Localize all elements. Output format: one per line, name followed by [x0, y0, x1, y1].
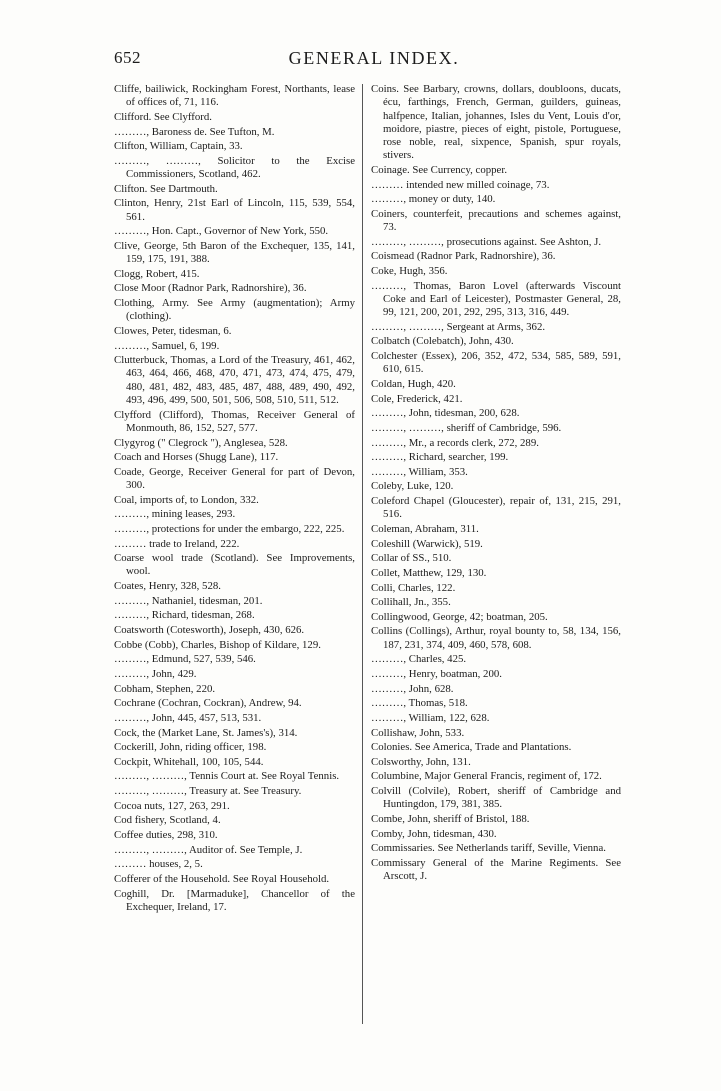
index-entry: Coleford Chapel (Gloucester), repair of, 131, 215, 291, 516. [371, 495, 621, 521]
index-entry: Coatsworth (Cotesworth), Joseph, 430, 626. [114, 624, 305, 637]
index-entry: ………, William, 353. [371, 465, 468, 478]
page-header [114, 48, 634, 70]
index-entry: Cock, the (Market Lane, St. James's), 314. [114, 726, 298, 739]
index-entry: Clinton, Henry, 21st Earl of Lincoln, 115, 539, 554, 561. [114, 197, 355, 223]
index-entry: Coffee duties, 298, 310. [114, 829, 218, 842]
index-entry: Coal, imports of, to London, 332. [114, 493, 259, 506]
page-number: 652 [114, 48, 141, 67]
index-entry: Coleshill (Warwick), 519. [371, 537, 483, 550]
index-entry: Columbine, Major General Francis, regiment of, 172. [371, 770, 602, 783]
index-entry: ………, ………, sheriff of Cambridge, 596. [371, 421, 562, 434]
index-entry: ………, John, tidesman, 200, 628. [371, 407, 520, 420]
index-entry: ………, Hon. Capt., Governor of New York, 550. [114, 225, 329, 238]
index-entry: Commissary General of the Marine Regiments. See Arscott, J. [371, 856, 621, 883]
index-entry: Cobham, Stephen, 220. [114, 682, 216, 695]
index-entry: ………, ………, Sergeant at Arms, 362. [371, 320, 546, 333]
index-entry: Colli, Charles, 122. [371, 581, 456, 594]
index-entry: Comby, John, tidesman, 430. [371, 827, 497, 840]
index-entry: Colbatch (Colebatch), John, 430. [371, 335, 514, 348]
index-entry: Colvill (Colvile), Robert, sheriff of Cambridge and Huntingdon, 179, 381, 385. [371, 785, 621, 811]
index-entry: ………, Richard, tidesman, 268. [114, 609, 255, 622]
index-entry: ………, mining leases, 293. [114, 508, 236, 521]
index-entry: ………, ………, Auditor of. See Temple, J. [114, 843, 303, 856]
index-entry: ………, Thomas, Baron Lovel (afterwards Viscount Coke and Earl of Leicester), Postmaster General, 28, 99, 121, 200, 201, 292, 295, 313, 316, 449. [371, 279, 621, 319]
index-entry: ………, money or duty, 140. [371, 193, 496, 206]
index-entry: Cochrane (Cochran, Cockran), Andrew, 94. [114, 697, 302, 710]
index-entry: Commissaries. See Netherlands tariff, Seville, Vienna. [371, 842, 606, 855]
right-column [371, 83, 621, 1077]
index-entry: Coarse wool trade (Scotland). See Improvements, wool. [114, 552, 355, 578]
index-entry: Coldan, Hugh, 420. [371, 377, 456, 390]
index-entry: Close Moor (Radnor Park, Radnorshire), 36. [114, 282, 307, 295]
index-entry: Clifton, William, Captain, 33. [114, 140, 243, 153]
index-entry: Clothing, Army. See Army (augmentation); Army (clothing). [114, 297, 355, 323]
index-entry: ………, Mr., a records clerk, 272, 289. [371, 436, 539, 449]
index-entry: Colonies. See America, Trade and Plantations. [371, 741, 572, 754]
index-entry: Collar of SS., 510. [371, 552, 452, 565]
index-entry: ……… trade to Ireland, 222. [114, 537, 240, 550]
index-entry: ………, Richard, searcher, 199. [371, 451, 509, 464]
index-entry: Coinage. See Currency, copper. [371, 163, 508, 176]
index-entry: Cocoa nuts, 127, 263, 291. [114, 799, 230, 812]
index-entry: Coach and Horses (Shugg Lane), 117. [114, 451, 279, 464]
index-entry: Cockpit, Whitehall, 100, 105, 544. [114, 755, 264, 768]
running-title: GENERAL INDEX. [288, 48, 460, 68]
left-column [114, 83, 355, 1077]
index-entry: Clyfford (Clifford), Thomas, Receiver General of Monmouth, 86, 152, 527, 577. [114, 408, 355, 434]
index-entry: Coghill, Dr. [Marmaduke], Chancellor of the Exchequer, Ireland, 17. [114, 887, 355, 913]
index-entry: Coke, Hugh, 356. [371, 264, 448, 277]
index-entry: ………, John, 628. [371, 682, 454, 695]
index-entry: ………, Nathaniel, tidesman, 201. [114, 594, 263, 607]
index-entry: Collins (Collings), Arthur, royal bounty to, 58, 134, 156, 187, 231, 374, 409, 460, 578, 608. [371, 625, 621, 651]
index-entry: Combe, John, sheriff of Bristol, 188. [371, 812, 530, 825]
index-entry: ………, ………, prosecutions against. See Ashton, J. [371, 235, 602, 248]
index-entry: Clifton. See Dartmouth. [114, 182, 218, 195]
index-entry: Cofferer of the Household. See Royal Household. [114, 872, 330, 885]
index-entry: ……… houses, 2, 5. [114, 858, 203, 871]
index-entry: ………, John, 445, 457, 513, 531. [114, 711, 262, 724]
index-entry: ……… intended new milled coinage, 73. [371, 178, 550, 191]
index-entry: Collishaw, John, 533. [371, 726, 465, 739]
index-entry: Cole, Frederick, 421. [371, 392, 463, 405]
index-entry: ………, Henry, boatman, 200. [371, 667, 502, 680]
index-entry: Collet, Matthew, 129, 130. [371, 566, 487, 579]
index-entry: Coismead (Radnor Park, Radnorshire), 36. [371, 250, 556, 263]
index-entry: ………, Charles, 425. [371, 653, 467, 666]
index-entry: Clowes, Peter, tidesman, 6. [114, 324, 232, 337]
index-entry: Coins. See Barbary, crowns, dollars, doubloons, ducats, écu, farthings, French, German, guilders, guineas, halfpence, Italian, johannes, Isles du Vent, Louis d'or, moidore, piastre, pieces of eight, pistole, Portuguese, rose noble, real, sixpence, Spanish, spur royals, stivers. [371, 83, 621, 162]
index-entry: ………, Thomas, 518. [371, 697, 468, 710]
column-divider [362, 84, 363, 1024]
index-entry: Clive, George, 5th Baron of the Exchequer, 135, 141, 159, 175, 191, 388. [114, 239, 355, 266]
index-entry: Colchester (Essex), 206, 352, 472, 534, 585, 589, 591, 610, 615. [371, 350, 621, 376]
index-entry: ………, ………, Solicitor to the Excise Commissioners, Scotland, 462. [114, 154, 355, 181]
index-entry: Collihall, Jn., 355. [371, 596, 451, 609]
index-entry: ………, ………, Treasury at. See Treasury. [114, 785, 302, 798]
index-entry: Clifford. See Clyfford. [114, 110, 212, 123]
index-entry: Coade, George, Receiver General for part of Devon, 300. [114, 465, 355, 492]
index-entry: Coiners, counterfeit, precautions and schemes against, 73. [371, 207, 621, 234]
index-entry: Cliffe, bailiwick, Rockingham Forest, Northants, lease of offices of, 71, 116. [114, 83, 355, 109]
index-entry: Collingwood, George, 42; boatman, 205. [371, 610, 548, 623]
index-entry: Coates, Henry, 328, 528. [114, 580, 221, 593]
index-entry: Cockerill, John, riding officer, 198. [114, 741, 267, 754]
index-entry: ………, Samuel, 6, 199. [114, 339, 220, 352]
index-entry: ………, John, 429. [114, 667, 197, 680]
index-entry: ………, William, 122, 628. [371, 711, 490, 724]
index-entry: ………, ………, Tennis Court at. See Royal Tennis. [114, 770, 340, 783]
index-entry: Coleman, Abraham, 311. [371, 522, 479, 535]
index-entry: Clutterbuck, Thomas, a Lord of the Treasury, 461, 462, 463, 464, 466, 468, 470, 471, 473, 474, 475, 479, 480, 481, 482, 483, 485, 487, 488, 489, 490, 492, 493, 496, 499, 500, 501, 506, 508, 510, 511, 512. [114, 354, 355, 406]
index-entry: Clygyrog (" Clegrock "), Anglesea, 528. [114, 436, 288, 449]
index-entry: Cod fishery, Scotland, 4. [114, 814, 221, 827]
index-entry: Clogg, Robert, 415. [114, 267, 200, 280]
index-entry: ………, Edmund, 527, 539, 546. [114, 653, 256, 666]
index-entry: Colsworthy, John, 131. [371, 755, 471, 768]
index-entry: ………, Baroness de. See Tufton, M. [114, 125, 275, 138]
index-entry: Coleby, Luke, 120. [371, 480, 454, 493]
index-entry: ………, protections for under the embargo, 222, 225. [114, 522, 345, 535]
index-entry: Cobbe (Cobb), Charles, Bishop of Kildare, 129. [114, 638, 321, 651]
